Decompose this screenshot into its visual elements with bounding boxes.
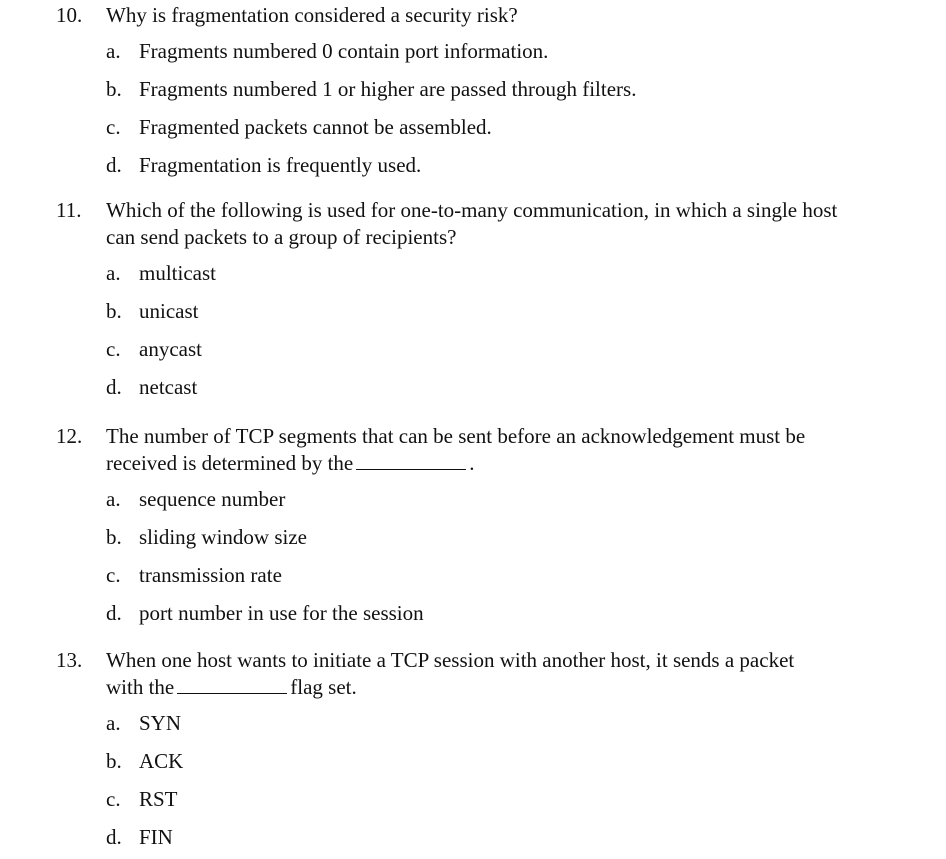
option-text: SYN — [139, 711, 182, 735]
option-letter: d. — [106, 153, 122, 177]
fill-in-blank — [177, 676, 287, 694]
option-letter: a. — [106, 39, 121, 63]
option-text: anycast — [139, 337, 202, 361]
question-12 — [56, 423, 856, 627]
question-number: 13. — [56, 648, 83, 672]
option-letter: d. — [106, 375, 122, 399]
answer-option-d[interactable] — [106, 600, 856, 627]
question-13 — [56, 647, 856, 851]
option-letter: c. — [106, 337, 121, 361]
question-stem-continued — [56, 674, 856, 701]
fill-in-blank — [356, 452, 466, 470]
option-text: port number in use for the session — [139, 601, 424, 625]
option-letter: b. — [106, 749, 122, 773]
question-stem — [56, 197, 856, 224]
option-text: transmission rate — [139, 563, 282, 587]
option-text: Fragments numbered 0 contain port information. — [139, 39, 549, 63]
question-text-line-1: The number of TCP segments that can be sent before an acknowledgement must be — [106, 424, 806, 448]
question-stem — [56, 647, 856, 674]
answer-option-b[interactable] — [106, 748, 856, 775]
answer-option-b[interactable] — [106, 524, 856, 551]
option-text: FIN — [139, 825, 173, 849]
answer-option-a[interactable] — [106, 38, 856, 65]
question-text: Why is fragmentation considered a security risk? — [106, 3, 518, 27]
question-text-line-2: with the — [106, 675, 175, 699]
answer-option-a[interactable] — [106, 260, 856, 287]
question-11 — [56, 197, 856, 401]
question-text-line-2: received is determined by the — [106, 451, 354, 475]
option-text: ACK — [139, 749, 184, 773]
answer-option-b[interactable] — [106, 76, 856, 103]
answer-option-c[interactable] — [106, 786, 856, 813]
question-number: 11. — [56, 198, 82, 222]
option-letter: b. — [106, 299, 122, 323]
answer-option-d[interactable] — [106, 152, 856, 179]
option-letter: c. — [106, 115, 121, 139]
option-letter: b. — [106, 77, 122, 101]
question-stem-continued — [56, 450, 856, 477]
option-text: netcast — [139, 375, 198, 399]
option-text: Fragmented packets cannot be assembled. — [139, 115, 492, 139]
option-letter: a. — [106, 261, 121, 285]
option-text: RST — [139, 787, 178, 811]
question-text-line-1: When one host wants to initiate a TCP session with another host, it sends a packet — [106, 648, 795, 672]
question-number: 12. — [56, 424, 83, 448]
question-text-line-1: Which of the following is used for one-to-many communication, in which a single host — [106, 198, 838, 222]
option-text: multicast — [139, 261, 216, 285]
option-letter: a. — [106, 487, 121, 511]
answer-option-c[interactable] — [106, 114, 856, 141]
answer-option-a[interactable] — [106, 486, 856, 513]
answer-option-c[interactable] — [106, 562, 856, 589]
answer-option-d[interactable] — [106, 824, 856, 851]
answer-option-a[interactable] — [106, 710, 856, 737]
question-text-line-2: can send packets to a group of recipients? — [106, 225, 457, 249]
answer-option-b[interactable] — [106, 298, 856, 325]
option-text: unicast — [139, 299, 199, 323]
question-stem — [56, 423, 856, 450]
option-letter: d. — [106, 601, 122, 625]
question-text-line-2-end: flag set. — [290, 675, 357, 699]
answer-option-d[interactable] — [106, 374, 856, 401]
question-text-line-2-end: . — [469, 451, 475, 475]
option-letter: a. — [106, 711, 121, 735]
question-10 — [56, 2, 856, 179]
option-text: Fragments numbered 1 or higher are passed through filters. — [139, 77, 637, 101]
option-letter: c. — [106, 787, 121, 811]
answer-option-c[interactable] — [106, 336, 856, 363]
option-letter: c. — [106, 563, 121, 587]
option-text: Fragmentation is frequently used. — [139, 153, 422, 177]
question-number: 10. — [56, 3, 83, 27]
option-letter: d. — [106, 825, 122, 849]
question-stem-continued — [56, 224, 856, 251]
option-text: sliding window size — [139, 525, 307, 549]
option-letter: b. — [106, 525, 122, 549]
option-text: sequence number — [139, 487, 286, 511]
question-stem — [56, 2, 856, 29]
